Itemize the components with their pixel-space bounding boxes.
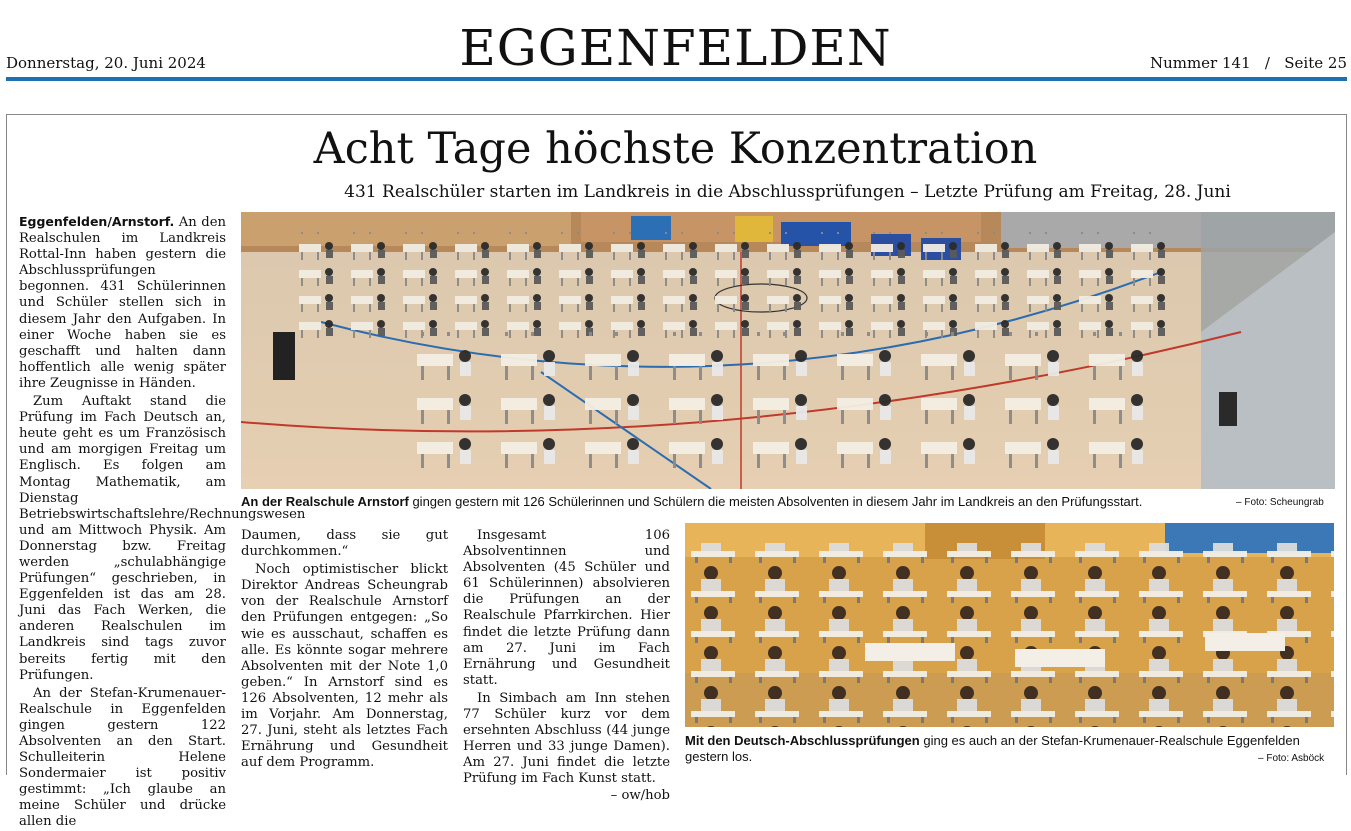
photo-credit-arnstorf: – Foto: Scheungrab bbox=[1236, 497, 1324, 508]
caption-emphasis: Mit den Deutsch-Abschlussprüfungen bbox=[685, 733, 920, 748]
paragraph: Daumen, dass sie gut durchkommen.“ bbox=[241, 528, 448, 560]
caption-text: ging es auch an der Stefan-Krumenauer-Realschule Eggenfelden gestern los. bbox=[685, 733, 1300, 764]
article-column-1 bbox=[19, 214, 306, 831]
issue-date: Donnerstag, 20. Juni 2024 bbox=[6, 54, 206, 72]
exam-hall-illustration bbox=[241, 212, 1335, 489]
article-column-2 bbox=[241, 528, 448, 771]
exam-room-illustration bbox=[685, 523, 1334, 727]
paragraph-text: An den Realschulen im Landkreis Rottal-Inn haben gestern die Abschlussprüfungen begonnen. 431 Schülerinnen und Schüler stellen sich in diesem Jahr den Aufgaben. In einer Woche haben sie es geschafft und halten dann hoffentlich alle wenig später ihre Zeugnisse in Händen. bbox=[19, 215, 226, 391]
photo-caption-eggenfelden bbox=[685, 733, 1335, 765]
exam-photo-eggenfelden bbox=[685, 523, 1334, 727]
masthead-rule bbox=[6, 77, 1347, 81]
caption-emphasis: An der Realschule Arnstorf bbox=[241, 494, 409, 509]
photo-caption-arnstorf bbox=[241, 494, 1201, 510]
paragraph: Noch optimistischer blickt Direktor Andreas Scheungrab von der Realschule Arnstorf den Prüfungen entgegen: „So wie es ausschaut, schaffen es alle. Es könnte sogar mehrere Absolventen mit der Note 1,0 geben.“ In Arnstorf sind es 126 Absolventen, 12 mehr als im Vorjahr. Am Donnerstag, 27. Juni, steht als letztes Fach Ernährung und Gesundheit auf dem Programm. bbox=[241, 562, 448, 771]
photo-credit-eggenfelden: – Foto: Asböck bbox=[1258, 753, 1325, 764]
article-headline: Acht Tage höchste Konzentration bbox=[313, 124, 1038, 174]
paragraph: An der Stefan-Krumenauer-Realschule in Eggenfelden gingen gestern 122 Absolventen an den Start. Schulleiterin Helene Sondermaier ist positiv gestimmt: „Ich glaube an meine Schüler und drücke allen die bbox=[19, 685, 226, 830]
paragraph-text: In Simbach am Inn stehen 77 Schüler kurz vor dem ersehnten Abschluss (44 junge Herren und 33 junge Damen). Am 27. Juni findet die letzte Prüfung im Fach Kunst statt. bbox=[463, 690, 670, 787]
dateline: Eggenfelden/Arnstorf. bbox=[19, 214, 175, 229]
article-column-3 bbox=[463, 528, 670, 804]
caption-text: gingen gestern mit 126 Schülerinnen und Schülern die meisten Absolventen in diesem Jahr im Landkreis an den Prüfungsstart. bbox=[408, 494, 1143, 509]
paragraph bbox=[463, 690, 670, 803]
paragraph bbox=[19, 214, 226, 392]
author-initials: – ow/hob bbox=[610, 787, 670, 803]
article-subheadline: 431 Realschüler starten im Landkreis in die Abschlussprüfungen – Letzte Prüfung am Freitag, 28. Juni bbox=[344, 182, 1231, 202]
section-title: EGGENFELDEN bbox=[459, 19, 892, 77]
issue-page-number: Nummer 141 / Seite 25 bbox=[1149, 54, 1347, 72]
exam-hall-photo-arnstorf bbox=[241, 212, 1335, 489]
paragraph: Zum Auftakt stand die Prüfung im Fach Deutsch an, heute geht es um Französisch und am morgigen Freitag um Englisch. Es folgen am Montag Mathematik, am Dienstag Betriebswirtschaftslehre/Rechnungswesen und am Mittwoch Physik. Am Donnerstag bzw. Freitag werden „schulabhängige Prüfungen“ geschrieben, in Eggenfelden ist das am 28. Juni das Fach Werken, die anderen Realschulen im Landkreis sind tags zuvor bereits fertig mit den Prüfungen. bbox=[19, 394, 306, 683]
paragraph: Insgesamt 106 Absolventinnen und Absolventen (45 Schüler und 61 Schülerinnen) absolvieren die Prüfungen an der Realschule Pfarrkirchen. Hier findet die letzte Prüfung dann am 27. Juni im Fach Ernährung und Gesundheit statt. bbox=[463, 528, 670, 688]
